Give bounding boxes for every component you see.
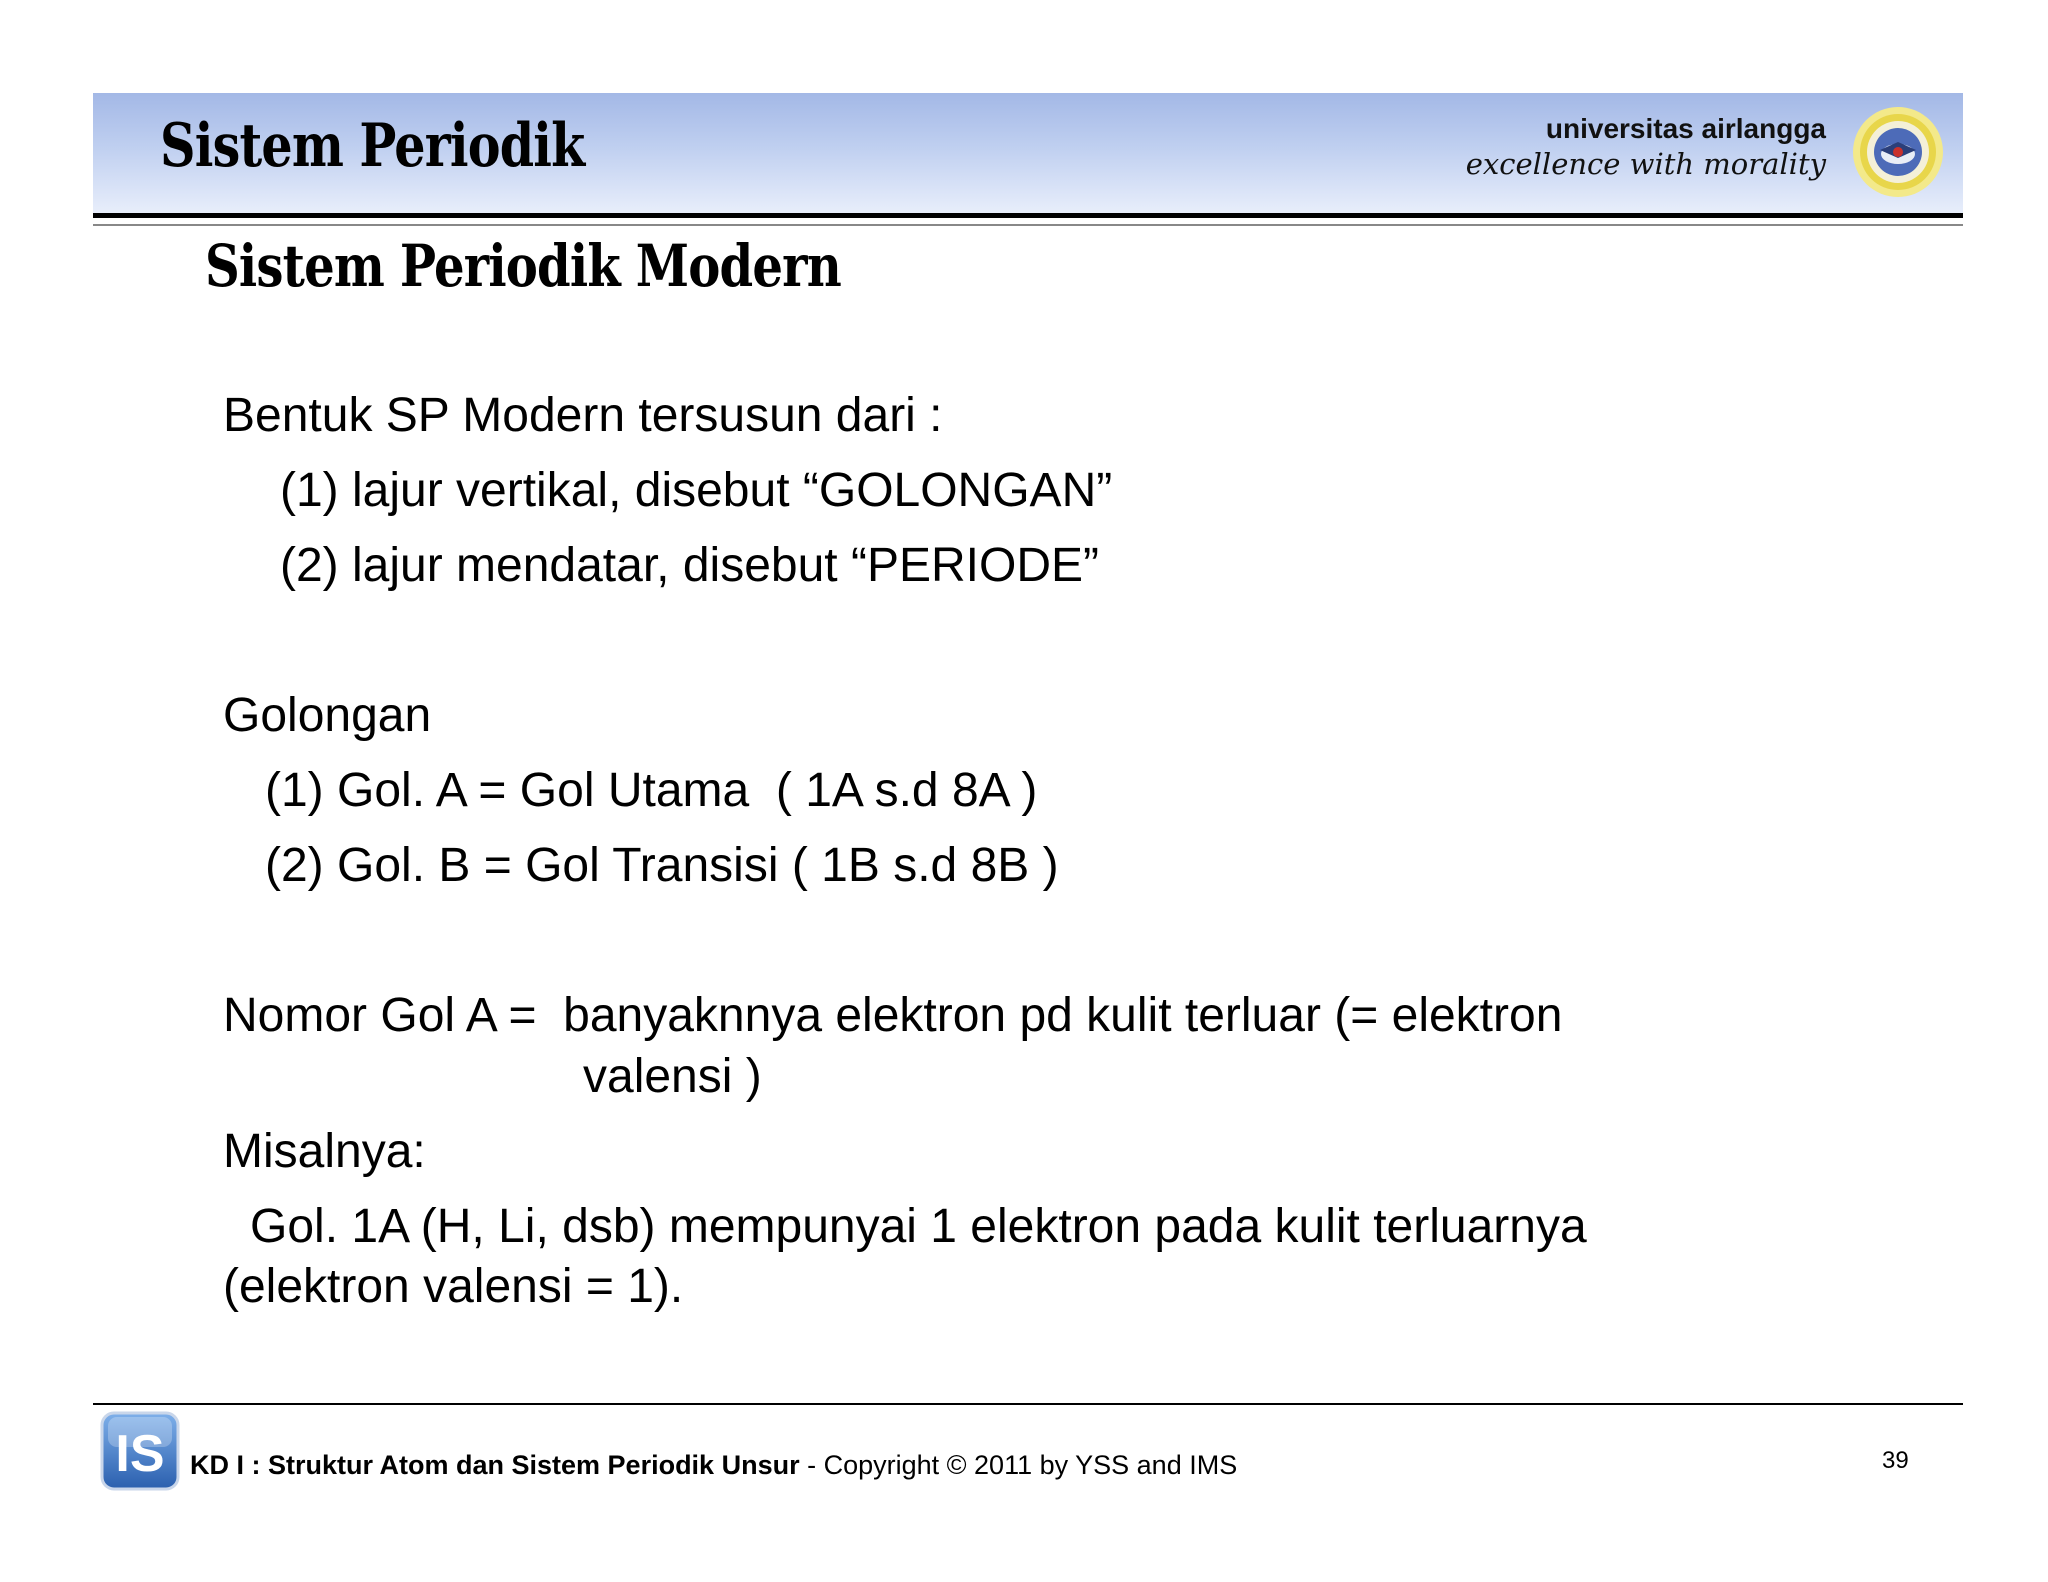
slide-title: Sistem Periodik Modern (205, 232, 841, 300)
body-line-vertical: (1) lajur vertikal, disebut “GOLONGAN” (280, 464, 1113, 517)
body-line-horizontal: (2) lajur mendatar, disebut “PERIODE” (280, 539, 1099, 592)
university-motto: excellence with morality (1465, 147, 1826, 181)
body-line-nomor-gol: Nomor Gol A = banyaknnya elektron pd kulit terluar (= elektron (223, 989, 1563, 1042)
body-line-valensi: valensi ) (583, 1050, 762, 1103)
is-logo-icon (100, 1411, 180, 1491)
university-seal-icon (1852, 106, 1944, 198)
footer-course-info (190, 1449, 1237, 1481)
body-line-golongan: Golongan (223, 689, 432, 742)
footer-course: KD I : Struktur Atom dan Sistem Periodik Unsur (190, 1450, 800, 1480)
body-line-example: Gol. 1A (H, Li, dsb) mempunyai 1 elektron pada kulit terluarnya (250, 1200, 1587, 1253)
body-line-intro: Bentuk SP Modern tersusun dari : (223, 389, 943, 442)
footer-divider (93, 1403, 1963, 1405)
svg-text:IS: IS (115, 1425, 165, 1483)
body-line-gol-b: (2) Gol. B = Gol Transisi ( 1B s.d 8B ) (265, 839, 1059, 892)
page-number: 39 (1882, 1447, 1909, 1474)
body-line-misalnya: Misalnya: (223, 1125, 426, 1178)
body-line-example-cont: (elektron valensi = 1). (223, 1260, 684, 1313)
header-divider-thin (93, 224, 1963, 226)
header-title: Sistem Periodik (160, 111, 585, 181)
university-name: universitas airlangga (1545, 113, 1826, 144)
body-line-gol-a: (1) Gol. A = Gol Utama ( 1A s.d 8A ) (265, 764, 1038, 817)
header-divider (93, 213, 1963, 218)
footer-copyright: - Copyright © 2011 by YSS and IMS (799, 1450, 1238, 1480)
